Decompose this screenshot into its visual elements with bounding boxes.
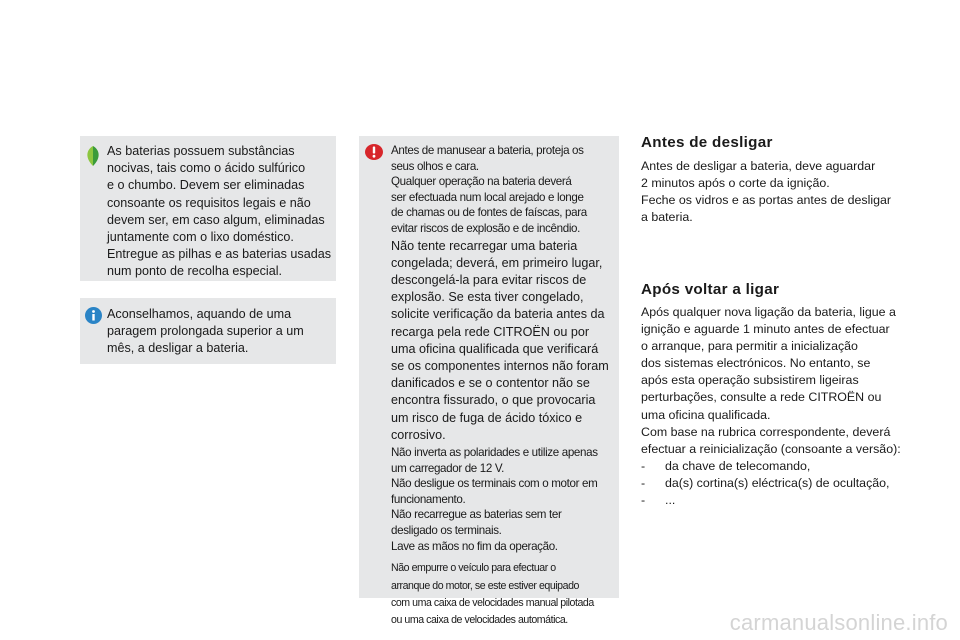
note-line: Não desligue os terminais com o motor em <box>391 477 598 491</box>
note-line: uma oficina qualificada que verificará <box>391 341 599 356</box>
note-line: ou uma caixa de velocidades automática. <box>391 614 568 627</box>
note-line: Lave as mãos no fim da operação. <box>391 539 558 553</box>
note-line: com uma caixa de velocidades manual pilotada <box>391 596 594 609</box>
note-line: Não recarregue as baterias sem ter <box>391 508 562 522</box>
section-body-after-reconnecting <box>641 304 901 509</box>
section-line: ignição e aguarde 1 minuto antes de efectuar <box>641 322 890 337</box>
note-line: ser efectuada num local arejado e longe <box>391 190 584 204</box>
note-line: Qualquer operação na bateria deverá <box>391 175 572 189</box>
note-line: encontra fissurado, o que provocaria <box>391 393 596 408</box>
note-line: juntamente com o lixo doméstico. <box>107 230 294 245</box>
section-line: Antes de desligar a bateria, deve aguardar <box>641 159 876 173</box>
warning-block-polarity <box>391 445 619 554</box>
note-line: paragem prolongada superior a um <box>107 324 304 339</box>
note-line: Entregue as pilhas e as baterias usadas <box>107 247 332 262</box>
note-line: Não tente recarregar uma bateria <box>391 238 578 253</box>
list-dash: - <box>641 493 646 508</box>
note-line: e o chumbo. Devem ser eliminadas <box>107 178 305 193</box>
note-line: danificados e se o contentor não se <box>391 376 590 391</box>
section-body-before-disconnecting <box>641 158 891 226</box>
note-line: explosão. Se esta tiver congelado, <box>391 290 584 305</box>
note-line: se os componentes internos não foram <box>391 358 609 373</box>
list-text: da(s) cortina(s) eléctrica(s) de ocultação, <box>665 475 890 490</box>
note-text-info <box>107 306 304 358</box>
section-line: dos sistemas electrónicos. No entanto, se <box>641 356 871 371</box>
list-text: ... <box>665 493 676 508</box>
note-line: desligado os terminais. <box>391 523 502 537</box>
section-line: Com base na rubrica correspondente, deverá <box>641 424 891 439</box>
note-line: consoante os requisitos legais e não <box>107 195 311 210</box>
note-line: Não empurre o veículo para efectuar o <box>391 562 556 575</box>
list-dash: - <box>641 458 646 473</box>
note-line: solicite verificação da bateria antes da <box>391 307 605 322</box>
section-line: 2 minutos após o corte da ignição. <box>641 176 830 191</box>
section-line: a bateria. <box>641 210 693 225</box>
note-line: Aconselhamos, aquando de uma <box>107 307 292 321</box>
note-box-warning <box>359 136 619 627</box>
note-line: nocivas, tais como o ácido sulfúrico <box>107 161 306 176</box>
warning-icon <box>365 144 383 160</box>
list-item <box>641 475 901 492</box>
note-box-environment <box>80 136 336 281</box>
warning-block-push-start <box>391 560 619 630</box>
section-line: o arranque, para permitir a inicialização <box>641 339 858 354</box>
warning-block-frozen <box>391 238 619 444</box>
leaf-icon <box>84 145 102 167</box>
note-line: recarga pela rede CITROËN ou por <box>391 324 590 339</box>
info-icon <box>85 307 102 324</box>
note-text-environment <box>107 143 331 281</box>
note-line: Não inverta as polaridades e utilize apenas <box>391 446 598 459</box>
list-dash: - <box>641 475 646 490</box>
section-line: Após qualquer nova ligação da bateria, ligue a <box>641 305 896 319</box>
section-title-after-reconnecting: Após voltar a ligar <box>641 281 780 298</box>
note-line: congelada; deverá, em primeiro lugar, <box>391 255 603 270</box>
section-line: efectuar a reinicialização (consoante a versão): <box>641 441 901 456</box>
note-line: descongelá-la para evitar riscos de <box>391 272 587 287</box>
note-line: As baterias possuem substâncias <box>107 144 295 158</box>
section-line: uma oficina qualificada. <box>641 407 771 422</box>
warning-block-handling <box>391 143 619 237</box>
section-line: Feche os vidros e as portas antes de desligar <box>641 193 892 208</box>
list-item <box>641 492 901 509</box>
note-line: mês, a desligar a bateria. <box>107 341 249 356</box>
note-line: arranque do motor, se este estiver equipado <box>391 579 579 592</box>
section-title-before-disconnecting: Antes de desligar <box>641 134 773 151</box>
note-line: num ponto de recolha especial. <box>107 264 283 279</box>
list-text: da chave de telecomando, <box>665 458 811 473</box>
note-line: um carregador de 12 V. <box>391 461 505 475</box>
note-line: seus olhos e cara. <box>391 159 479 173</box>
note-box-info <box>80 298 336 364</box>
note-line: devem ser, em caso algum, eliminadas <box>107 212 325 227</box>
list-item <box>641 458 901 475</box>
section-line: perturbações, consulte a rede CITROËN ou <box>641 390 882 405</box>
note-line: evitar riscos de explosão e de incêndio. <box>391 221 581 235</box>
section-line: após esta operação subsistirem ligeiras <box>641 373 859 388</box>
note-line: um risco de fuga de ácido tóxico e <box>391 410 583 425</box>
note-line: funcionamento. <box>391 492 466 506</box>
note-line: corrosivo. <box>391 427 446 442</box>
note-line: Antes de manusear a bateria, proteja os <box>391 144 584 157</box>
note-text-warning <box>391 143 619 630</box>
watermark: carmanualsonline.info <box>729 610 948 635</box>
note-line: de chamas ou de fontes de faíscas, para <box>391 206 587 220</box>
